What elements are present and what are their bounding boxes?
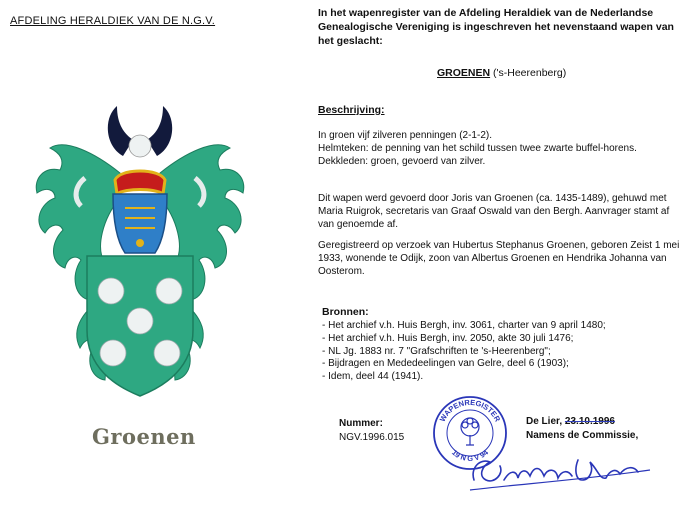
family-name: [437, 67, 566, 79]
blazon-description: [318, 130, 686, 168]
source-item: - NL Jg. 1883 nr. 7 "Grafschriften te 's-Heerenberg";: [322, 345, 551, 357]
source-item: - Bijdragen en Mededeelingen van Gelre, deel 6 (1903);: [322, 358, 569, 370]
shield-caption: Groenen: [92, 424, 196, 449]
seal-text-top: WAPENREGISTER: [437, 397, 503, 424]
registration-paragraph: Geregistreerd op verzoek van Hubertus Stephanus Groenen, geboren Zeist 1 mei 1933, wonende te Odijk, zoon van Albertus Groenen en Hendrika Johanna van Oosterom.: [318, 240, 680, 277]
intro-text: In het wapenregister van de Afdeling Heraldiek van de Nederlandse Genealogische Vereniging is ingeschreven het nevenstaand wapen van het geslacht:: [318, 7, 674, 47]
history-paragraph: Dit wapen werd gevoerd door Joris van Groenen (ca. 1435-1489), gehuwd met Maria Ruigrok, secretaris van Graaf Oswald van den Bergh. Aanvrager stamt af van genoemde af.: [318, 193, 670, 230]
blazon-line: In groen vijf zilveren penningen (2-1-2).: [318, 130, 492, 141]
number-label: Nummer:: [339, 418, 383, 429]
source-item: - Idem, deel 44 (1941).: [322, 371, 424, 383]
crest-crown: [115, 171, 165, 194]
sources-list: [322, 320, 692, 384]
svg-text:WAPENREGISTER: [438, 398, 503, 424]
seal-text-bottom: 19 N G V 94: [449, 447, 491, 464]
commission-label: Namens de Commissie,: [526, 430, 639, 441]
family-name-label: GROENEN: [437, 67, 491, 79]
sources-title: Bronnen:: [322, 306, 369, 318]
signature: [460, 440, 660, 505]
blazon-line: Helmteken: de penning van het schild tussen twee zwarte buffel-horens.: [318, 142, 637, 154]
place-label: De Lier,: [526, 416, 563, 427]
crest-roundel: [129, 135, 151, 157]
blazon-line: Dekkleden: groen, gevoerd van zilver.: [318, 155, 486, 167]
place-date: [526, 416, 615, 427]
date-value: 23.10.1996: [564, 416, 615, 427]
header-left-label: AFDELING HERALDIEK VAN DE N.G.V.: [10, 15, 216, 27]
description-title: Beschrijving:: [318, 104, 385, 116]
number-value: NGV.1996.015: [339, 432, 405, 443]
coat-of-arms: [25, 98, 255, 423]
family-place: ('s-Heerenberg): [493, 67, 567, 79]
source-item: - Het archief v.h. Huis Bergh, inv. 3061, charter van 9 april 1480;: [322, 320, 606, 331]
source-item: - Het archief v.h. Huis Bergh, inv. 2050, akte 30 juli 1476;: [322, 332, 574, 344]
